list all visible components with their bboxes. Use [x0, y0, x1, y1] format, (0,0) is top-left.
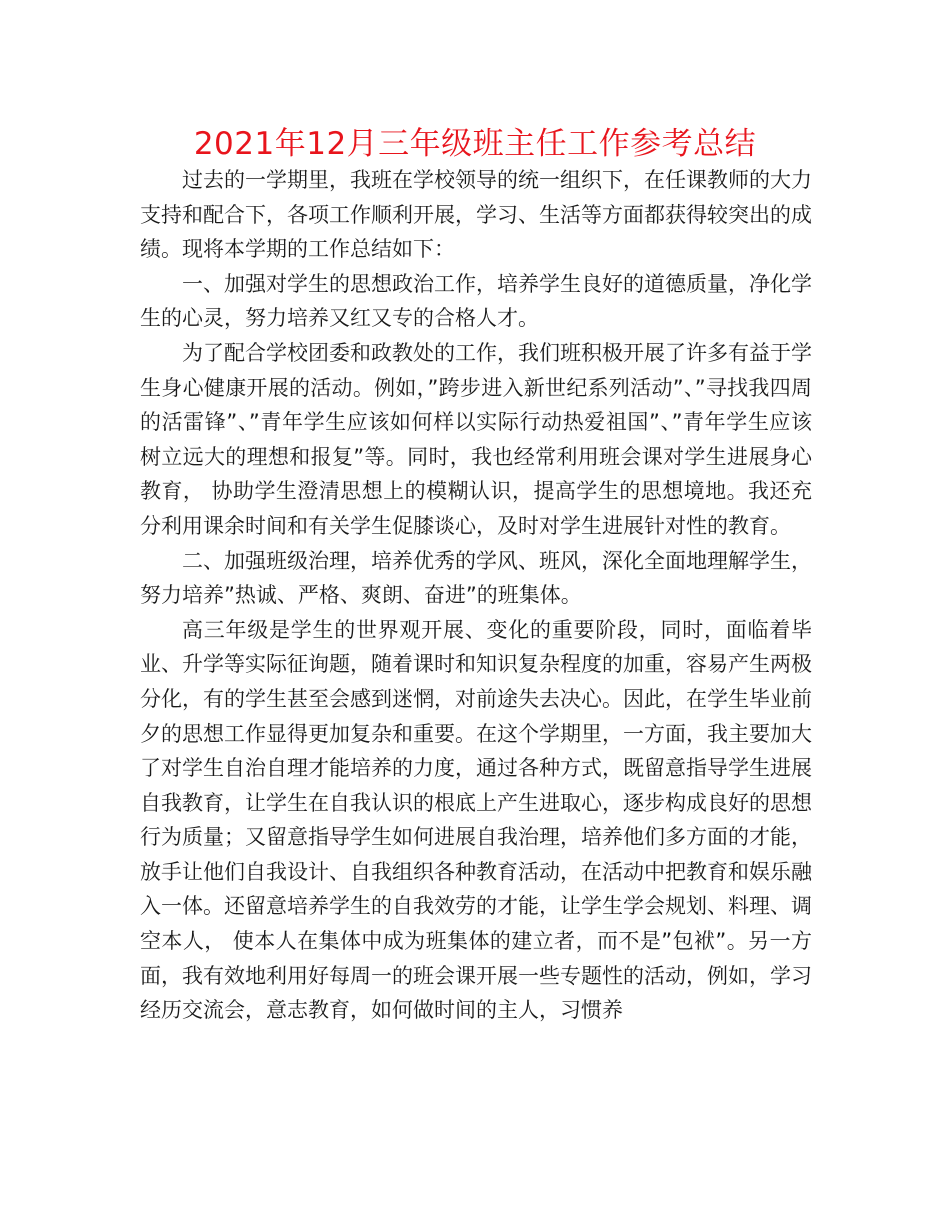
- paragraph-section-one-heading: 一、加强对学生的思想政治工作，培养学生良好的道德质量，净化学生的心灵，努力培养又红又专的合格人才。: [140, 271, 812, 331]
- paragraph-section-two-body: 高三年级是学生的世界观开展、变化的重要阶段，同时，面临着毕业、升学等实际征询题，随着课时和知识复杂程度的加重，容易产生两极分化，有的学生甚至会感到迷惘，对前途失去决心。因此，在学生毕业前夕的思想工作显得更加复杂和重要。在这个学期里，一方面，我主要加大了对学生自治自理才能培养的力度，通过各种方式，既留意指导学生进展自我教育，让学生在自我认识的根底上产生进取心，逐步构成良好的思想行为质量；又留意指导学生如何进展自我治理，培养他们多方面的才能，放手让他们自我设计、自我组织各种教育活动，在活动中把教育和娱乐融入一体。还留意培养学生的自我效劳的才能，让学生学会规划、料理、调空本人， 使本人在集体中成为班集体的建立者，而不是”包袱”。另一方面，我有效地利用好每周一的班会课开展一些专题性的活动，例如，学习经历交流会，意志教育，如何做时间的主人，习惯养: [140, 617, 812, 1023]
- document-title: 2021年12月三年级班主任工作参考总结: [193, 126, 757, 162]
- paragraph-section-two-heading: 二、加强班级治理，培养优秀的学风、班风，深化全面地理解学生，努力培养”热诚、严格、爽朗、奋进”的班集体。: [140, 548, 812, 608]
- document-body: [140, 163, 812, 1028]
- paragraph-intro: 过去的一学期里，我班在学校领导的统一组织下，在任课教师的大力支持和配合下，各项工作顺利开展，学习、生活等方面都获得较突出的成绩。现将本学期的工作总结如下：: [140, 168, 812, 262]
- paragraph-section-one-body: 为了配合学校团委和政教处的工作，我们班积极开展了许多有益于学生身心健康开展的活动。例如，”跨步进入新世纪系列活动”、”寻找我四周的活雷锋”、”青年学生应该如何样以实际行动热爱祖国”、”青年学生应该树立远大的理想和报复”等。同时，我也经常利用班会课对学生进展身心教育， 协助学生澄清思想上的模糊认识，提高学生的思想境地。我还充分利用课余时间和有关学生促膝谈心，及时对学生进展针对性的教育。: [140, 340, 812, 538]
